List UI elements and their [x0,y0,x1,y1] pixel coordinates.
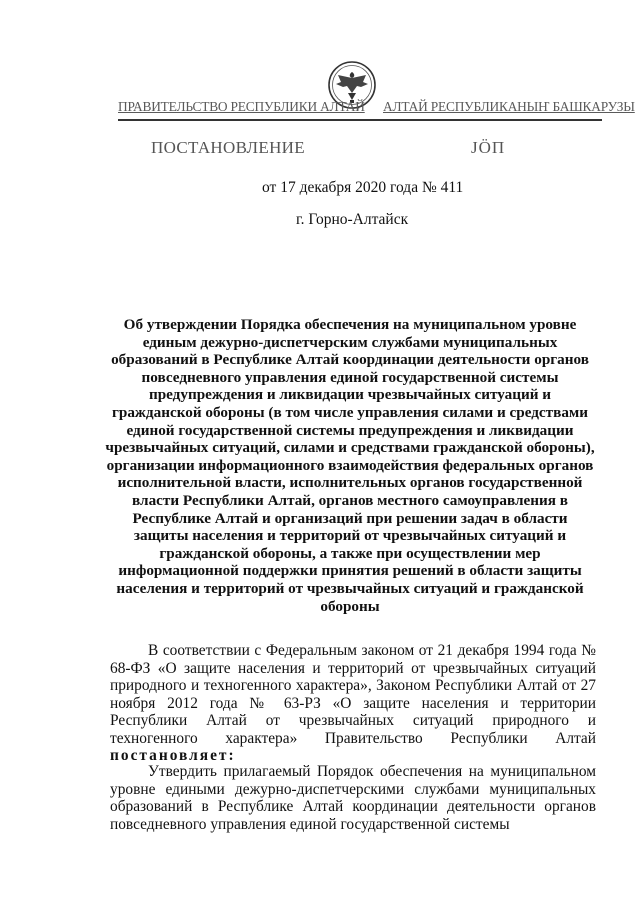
resolution-keyword: постановляет: [110,747,236,764]
header-right-title: АЛТАЙ РЕСПУБЛИКАНЫҤ БАШКАРУЗЫ [383,99,635,114]
paragraph-approve: Утвердить прилагаемый Порядок обеспечения на муниципальном уровне едиными дежурно-диспетчерскими службами муниципальных образований в Республике Алтай координации деятельности органов повседневного управления единой государственной системы [110,763,596,833]
document-title: Об утверждении Порядка обеспечения на муниципальном уровне единым дежурно-диспетчерским службами муниципальных образований в Республике Алтай координации деятельности органов повседневного управления единой государственной системы предупреждения и ликвидации чрезвычайных ситуаций и гражданской обороны (в том числе управления силами и средствами единой государственной системы предупреждения и ликвидации чрезвычайных ситуаций, силами и средствами гражданской обороны), организации информационного взаимодействия федеральных органов исполнительной власти, исполнительных органов государственной власти Республики Алтай, органов местного самоуправления в Республике Алтай и организаций при решении задач в области защиты населения и территорий от чрезвычайных ситуаций и гражданской обороны, а также при осуществлении мер информационной поддержки принятия решений в области защиты населения и территорий от чрезвычайных ситуаций и гражданской обороны [105,316,595,615]
document-city: г. Горно-Алтайск [296,211,409,228]
header-left-title: ПРАВИТЕЛЬСТВО РЕСПУБЛИКИ АЛТАЙ [118,99,365,114]
preamble-text: В соответствии с Федеральным законом от 21 декабря 1994 года № 68-ФЗ «О защите населения и территорий от чрезвычайных ситуаций природного и техногенного характера», Законом Республики Алтай от 27 ноября 2012 года № 63-РЗ «О защите населения и территории Республики Алтай от чрезвычайных ситуаций природного и техногенного характера» Правительство Республики Алтай [110,642,596,747]
header-divider [118,119,602,121]
paragraph-preamble [110,642,596,765]
doc-type-altai: ЈӦП [471,138,506,157]
doc-type-russian: ПОСТАНОВЛЕНИЕ [151,138,305,157]
document-date-number: от 17 декабря 2020 года № 411 [262,179,464,196]
